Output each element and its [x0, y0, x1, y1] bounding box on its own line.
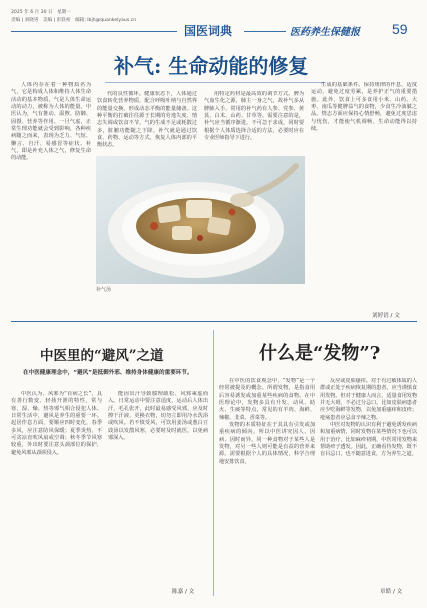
article3-title: 什么是“发物”?: [259, 343, 381, 364]
page-number: 59: [392, 21, 408, 37]
title-underline: [105, 82, 325, 83]
article2-col1-text: 中医认为，风邪为“百病之长”，具有善行数变、轻扬开泄的特性，常与寒、湿、燥、热等邪气相合侵犯人体。日常生活中，避风是养生的重要一环。起居作息方面，要顺应四时变化，春季多风，应注意防风保暖；夏季炎热，不可贪凉直吹风扇或空调；秋冬季节风寒较重，外出时要注意头颈部位的保护，避免风邪从颈项侵入。: [11, 391, 102, 456]
article1-col4: [311, 82, 417, 282]
article2-author: 陈嘉 / 文: [172, 589, 195, 595]
article2-col2-text: 能因出汗导致腠理疏松、风邪乘虚而入。日常运动中要注意适度，运动后人体出汗，毛孔张开，此时最易感受风邪，应及时擦干汗液、更换衣物，切勿立即用冷水洗浴或吹风。若不慎受风，可饮用姜汤或葱白豆豉汤以发散风寒，必要时及时就医，以免病邪深入。: [108, 391, 208, 442]
article1-col2-text: 代的良性循环。健康状态下，人体通过饮食转化营养物质，配合呼吸吐纳与自然界的能量交换，形成动态平衡的能量储备。这种平衡的打破往往源于长期的劳逸失度、情志失调或饮食不节，气的生成不足或耗散过多，脏腑功能随之下降。补气就是通过饮食、药物、运动等方式，恢复人体内部的平衡状态。: [97, 91, 197, 149]
article2-col1: [11, 391, 102, 596]
article3-col1b-text: 发物的本质特征在于其具有引发或加重疾病的倾向，所以中医讲究因人、因病、因时而异。同一种食物对于某些人是发物，对另一些人则可能是有益的营养来源。需要根据个人的具体情况，科学合理地安排饮食。: [219, 422, 315, 465]
article1-col4-text: 生成的基础条件。保持规律的作息，适度运动，避免过度劳累，是养护正气的重要措施。此外，饮食上可多食用小米、山药、大枣、南瓜等健脾益气的食物，少食生冷油腻之品。情志方面应保持心情舒畅，避免过度思虑与忧伤，才能使气机调畅，生命动能得以持续。: [311, 82, 417, 133]
section-divider: [11, 321, 417, 322]
article2-lead: 在中医健康理念中，“避风”是抵御外邪、维持身体健康的重要环节。: [23, 370, 193, 376]
article3-col1-text: 在中医的饮食观念中，“发物”是一个经常被提及的概念。所谓发物，是指食用后容易诱发或加重某些疾病的食物。在中医理论中，发物多具有升发、动风、助火、生痰等特点，常见的有羊肉、海鲜、辣椒、韭菜、香菜等。: [219, 378, 315, 421]
article2-title: 中医里的“避风”之道: [40, 348, 164, 364]
article1-author: 刘婷语 / 文: [372, 313, 400, 319]
article3-col2: [320, 378, 417, 583]
article2-col2: [108, 391, 208, 586]
article3-col2-text: 反应或皮肤瘙痒。对于有过敏体质的人群或正处于疾病恢复期的患者，应当谨慎食用发物。但对于健康人而言，适量食用发物并无大碍，不必过分忌口。比如皮肤病患者应少吃海鲜等发物，以免加重瘙痒和皮疹；疮疡患者应忌食辛辣之物。: [320, 378, 417, 421]
editor-line: 责编 | 刘晓男 美编 | 彭轶初 邮箱: lbjh@quankelyaus.cn: [11, 18, 137, 23]
date-line: 2025 年 6 月 30 日 星期一: [11, 10, 71, 15]
article3-author: 章皓 / 文: [380, 589, 403, 595]
article1-col3-text: 用特定药材是最高效的调节方式。脾为气血生化之源，肺主一身之气，故补气多从脾肺入手。常用的补气药有人参、党参、黄芪、白术、山药、甘草等。需要注意的是，补气应当循序渐进，不可急于求成，同时要根据个人体质选择合适的方法，必要时应在专业医师指导下进行。: [204, 91, 304, 142]
article1-col1: [11, 82, 91, 262]
article1-col1-text: 人体内存在着一种物质名为气，它是构成人体和维持人体生命活动的基本物质，气是人体生命运动的动力，被称为人体的能量。中医认为，气有推动、温煦、防御、固摄、营养等作用。一旦气虚，正常生理功能就会受到影响，各种疾病随之而来，表现为乏力、气短、懒言、自汗、易感冒等症状。补气，即是补充人体之气，修复生命的动能。: [11, 82, 91, 162]
article3-col2b-text: 中医对发物的认识有利于避免诱发疾病和加重病情，同时发物在某些情况下也可以用于治疗，比如麻疹初期，中医常用发物来帮助疹子透发。因此，正确看待发物，既不盲目忌口，也不随意进食，方为养生之道。: [320, 422, 417, 458]
header-rule-right: [244, 31, 286, 32]
article1-title: 补气: 生命动能的修复: [114, 54, 309, 78]
soup-bowl-photo: [96, 156, 305, 284]
header-rule-left: [11, 31, 177, 32]
paper-name-logo: 医药养生保健报: [290, 27, 360, 38]
article1-col2: [97, 91, 197, 154]
article1-col3: [204, 91, 304, 154]
vertical-divider: [213, 330, 214, 596]
photo-caption: 补气汤: [96, 287, 112, 293]
article3-col1: [219, 378, 315, 596]
section-label: 国医词典: [184, 24, 233, 38]
